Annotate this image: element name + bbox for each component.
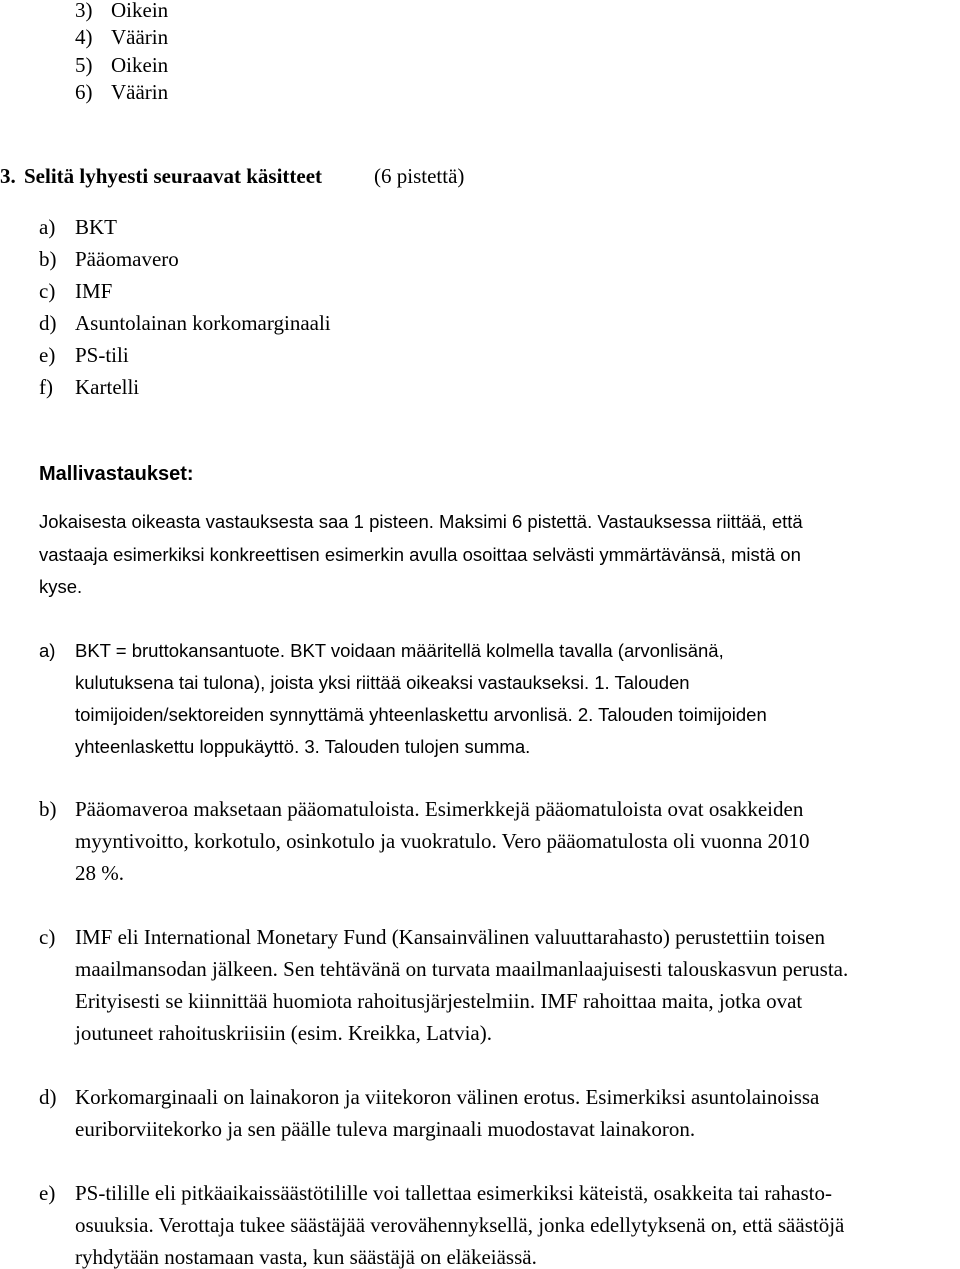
answer-line: 28 %.: [75, 861, 124, 885]
answer-line: BKT = bruttokansantuote. BKT voidaan määritellä kolmella tavalla (arvonlisänä,: [75, 640, 724, 661]
answer-line: toimijoiden/sektoreiden synnyttämä yhteenlaskettu arvonlisä. 2. Talouden toimijoiden: [75, 704, 767, 725]
intro-line: Jokaisesta oikeasta vastauksesta saa 1 pisteen. Maksimi 6 pistettä. Vastauksessa riittää, että: [39, 511, 803, 532]
answer-line: kulutuksena tai tulona), joista yksi riittää oikeaksi vastaukseksi. 1. Talouden: [75, 672, 690, 693]
concept-label: d): [39, 311, 57, 335]
answer-line: myyntivoitto, korkotulo, osinkotulo ja vuokratulo. Vero pääomatulosta oli vuonna 2010: [75, 829, 810, 853]
concept-text: PS-tili: [75, 343, 129, 367]
concept-text: Kartelli: [75, 375, 140, 399]
answer-label: e): [39, 1181, 56, 1205]
list-number: 3): [75, 0, 93, 22]
answer-label: c): [39, 925, 56, 949]
concept-text: BKT: [75, 215, 117, 239]
answer-line: yhteenlaskettu loppukäyttö. 3. Talouden tulojen summa.: [75, 736, 531, 757]
answer-line: Erityisesti se kiinnittää huomiota rahoitusjärjestelmiin. IMF rahoittaa maita, jotka ovat: [75, 989, 803, 1013]
concept-label: c): [39, 279, 56, 303]
answer-line: maailmansodan jälkeen. Sen tehtävänä on turvata maailmanlaajuisesti talouskasvun perusta.: [75, 957, 849, 981]
concept-text: IMF: [75, 279, 113, 303]
answer-line: IMF eli International Monetary Fund (Kansainvälinen valuuttarahasto) perustettiin toisen: [75, 925, 825, 949]
list-item-text: Väärin: [111, 25, 169, 49]
answer-label: b): [39, 797, 57, 821]
list-item-text: Oikein: [111, 0, 169, 22]
concept-label: a): [39, 215, 56, 239]
answer-line: euriborviitekorko ja sen päälle tuleva marginaali muodostavat lainakoron.: [75, 1117, 696, 1141]
question-number: 3.: [0, 164, 16, 188]
intro-line: vastaaja esimerkiksi konkreettisen esimerkin avulla osoittaa selvästi ymmärtävänsä, mistä on: [39, 544, 801, 565]
question-points: (6 pistettä): [374, 164, 465, 188]
answer-line: joutuneet rahoituskriisiin (esim. Kreikka, Latvia).: [75, 1021, 492, 1045]
list-number: 5): [75, 53, 93, 77]
answer-line: osuuksia. Verottaja tukee säästäjää verovähennyksellä, jonka edellytyksenä on, että säästöjä: [75, 1213, 845, 1237]
concept-label: f): [39, 375, 53, 399]
list-item-text: Oikein: [111, 53, 169, 77]
model-answers-heading: Mallivastaukset:: [39, 463, 194, 485]
answer-label: d): [39, 1085, 57, 1109]
concept-text: Asuntolainan korkomarginaali: [75, 311, 331, 335]
list-number: 6): [75, 80, 93, 104]
answer-line: Korkomarginaali on lainakoron ja viitekoron välinen erotus. Esimerkiksi asuntolainoissa: [75, 1085, 820, 1109]
question-title: Selitä lyhyesti seuraavat käsitteet: [24, 164, 323, 188]
answer-line: PS-tilille eli pitkäaikaissäästötilille voi tallettaa esimerkiksi käteistä, osakkeita tai rahasto-: [75, 1181, 832, 1205]
concept-text: Pääomavero: [75, 247, 179, 271]
answer-line: ryhdytään nostamaan vasta, kun säästäjä on eläkeiässä.: [75, 1245, 537, 1269]
answer-label: a): [39, 640, 56, 661]
intro-line: kyse.: [39, 576, 83, 597]
list-item-text: Väärin: [111, 80, 169, 104]
answer-line: Pääomaveroa maksetaan pääomatuloista. Esimerkkejä pääomatuloista ovat osakkeiden: [75, 797, 804, 821]
concept-label: e): [39, 343, 56, 367]
list-number: 4): [75, 25, 93, 49]
concept-label: b): [39, 247, 57, 271]
